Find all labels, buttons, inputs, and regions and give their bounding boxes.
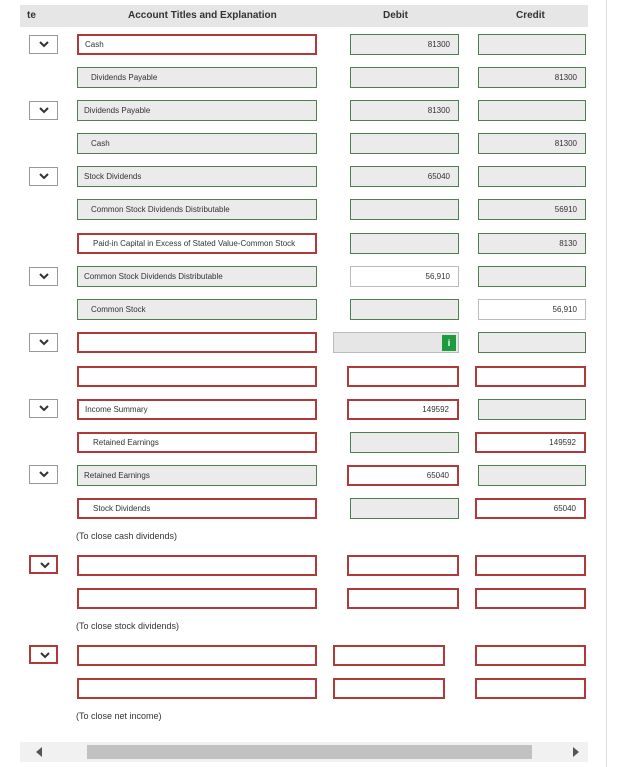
date-select[interactable]	[29, 35, 58, 54]
credit-input[interactable]: 149592	[475, 432, 586, 453]
credit-input[interactable]: 81300	[478, 133, 586, 154]
debit-column-header: Debit	[383, 10, 408, 21]
debit-input[interactable]: 65040	[347, 465, 459, 486]
debit-input[interactable]: 81300	[350, 34, 459, 55]
account-input[interactable]: Stock Dividends	[77, 166, 317, 187]
entry-note: (To close cash dividends)	[76, 531, 178, 541]
date-select[interactable]	[29, 333, 58, 352]
debit-input[interactable]	[350, 199, 459, 220]
credit-input[interactable]: 65040	[475, 498, 586, 519]
account-input[interactable]	[77, 555, 317, 576]
credit-input[interactable]	[478, 166, 586, 187]
info-icon[interactable]: i	[442, 335, 456, 351]
chevron-down-icon	[39, 273, 49, 280]
debit-input[interactable]: 149592	[347, 399, 459, 420]
debit-input[interactable]	[333, 332, 459, 353]
debit-input[interactable]	[350, 299, 459, 320]
account-column-header: Account Titles and Explanation	[128, 10, 277, 21]
credit-input[interactable]	[475, 678, 586, 699]
debit-input[interactable]	[347, 555, 459, 576]
debit-input[interactable]	[350, 133, 459, 154]
entry-note: (To close stock dividends)	[76, 621, 180, 631]
credit-input[interactable]	[478, 100, 586, 121]
date-select[interactable]	[29, 399, 58, 418]
date-select[interactable]	[29, 645, 58, 664]
credit-input[interactable]	[478, 465, 586, 486]
account-input[interactable]: Common Stock	[77, 299, 317, 320]
account-input[interactable]: Income Summary	[77, 399, 317, 420]
debit-input[interactable]: 65040	[350, 166, 459, 187]
debit-input[interactable]	[350, 432, 459, 453]
horizontal-scrollbar[interactable]	[20, 742, 588, 762]
date-select[interactable]	[29, 101, 58, 120]
debit-input[interactable]	[350, 498, 459, 519]
scroll-right-icon[interactable]	[572, 747, 580, 757]
debit-input[interactable]	[350, 67, 459, 88]
debit-input[interactable]	[350, 233, 459, 254]
date-select[interactable]	[29, 555, 58, 574]
account-input[interactable]: Dividends Payable	[77, 100, 317, 121]
debit-input[interactable]: 56,910	[350, 266, 459, 287]
account-input[interactable]: Retained Earnings	[77, 432, 317, 453]
account-input[interactable]	[77, 332, 317, 353]
account-input[interactable]: Common Stock Dividends Distributable	[77, 199, 317, 220]
account-input[interactable]: Common Stock Dividends Distributable	[77, 266, 317, 287]
debit-input[interactable]: 81300	[350, 100, 459, 121]
date-select[interactable]	[29, 167, 58, 186]
credit-input[interactable]: 56,910	[478, 299, 586, 320]
credit-input[interactable]	[478, 34, 586, 55]
scrollbar-thumb[interactable]	[87, 745, 532, 759]
panel-border	[606, 0, 607, 767]
credit-input[interactable]	[478, 399, 586, 420]
account-input[interactable]: Cash	[77, 133, 317, 154]
credit-input[interactable]: 81300	[478, 67, 586, 88]
credit-input[interactable]: 56910	[478, 199, 586, 220]
chevron-down-icon	[40, 652, 50, 659]
chevron-down-icon	[39, 405, 49, 412]
scroll-left-icon[interactable]	[35, 747, 43, 757]
account-input[interactable]	[77, 645, 317, 666]
debit-input[interactable]	[347, 588, 459, 609]
date-select[interactable]	[29, 465, 58, 484]
debit-input[interactable]	[333, 678, 445, 699]
credit-column-header: Credit	[516, 10, 545, 21]
chevron-down-icon	[39, 173, 49, 180]
date-select[interactable]	[29, 267, 58, 286]
debit-input[interactable]	[347, 366, 459, 387]
account-input[interactable]: Retained Earnings	[77, 465, 317, 486]
chevron-down-icon	[39, 471, 49, 478]
account-input[interactable]	[77, 366, 317, 387]
entry-note: (To close net income)	[76, 711, 162, 721]
account-input[interactable]	[77, 588, 317, 609]
credit-input[interactable]	[475, 366, 586, 387]
credit-input[interactable]	[475, 588, 586, 609]
credit-input[interactable]	[475, 555, 586, 576]
account-input[interactable]: Cash	[77, 34, 317, 55]
date-column-header: te	[27, 10, 36, 21]
debit-input[interactable]	[333, 645, 445, 666]
account-input[interactable]: Dividends Payable	[77, 67, 317, 88]
account-input[interactable]	[77, 678, 317, 699]
chevron-down-icon	[39, 339, 49, 346]
chevron-down-icon	[39, 107, 49, 114]
credit-input[interactable]	[475, 645, 586, 666]
credit-input[interactable]	[478, 266, 586, 287]
credit-input[interactable]: 8130	[478, 233, 586, 254]
chevron-down-icon	[40, 562, 50, 569]
chevron-down-icon	[39, 41, 49, 48]
credit-input[interactable]	[478, 332, 586, 353]
journal-header	[20, 5, 588, 27]
account-input[interactable]: Paid-in Capital in Excess of Stated Value-Common Stock	[77, 233, 317, 254]
account-input[interactable]: Stock Dividends	[77, 498, 317, 519]
